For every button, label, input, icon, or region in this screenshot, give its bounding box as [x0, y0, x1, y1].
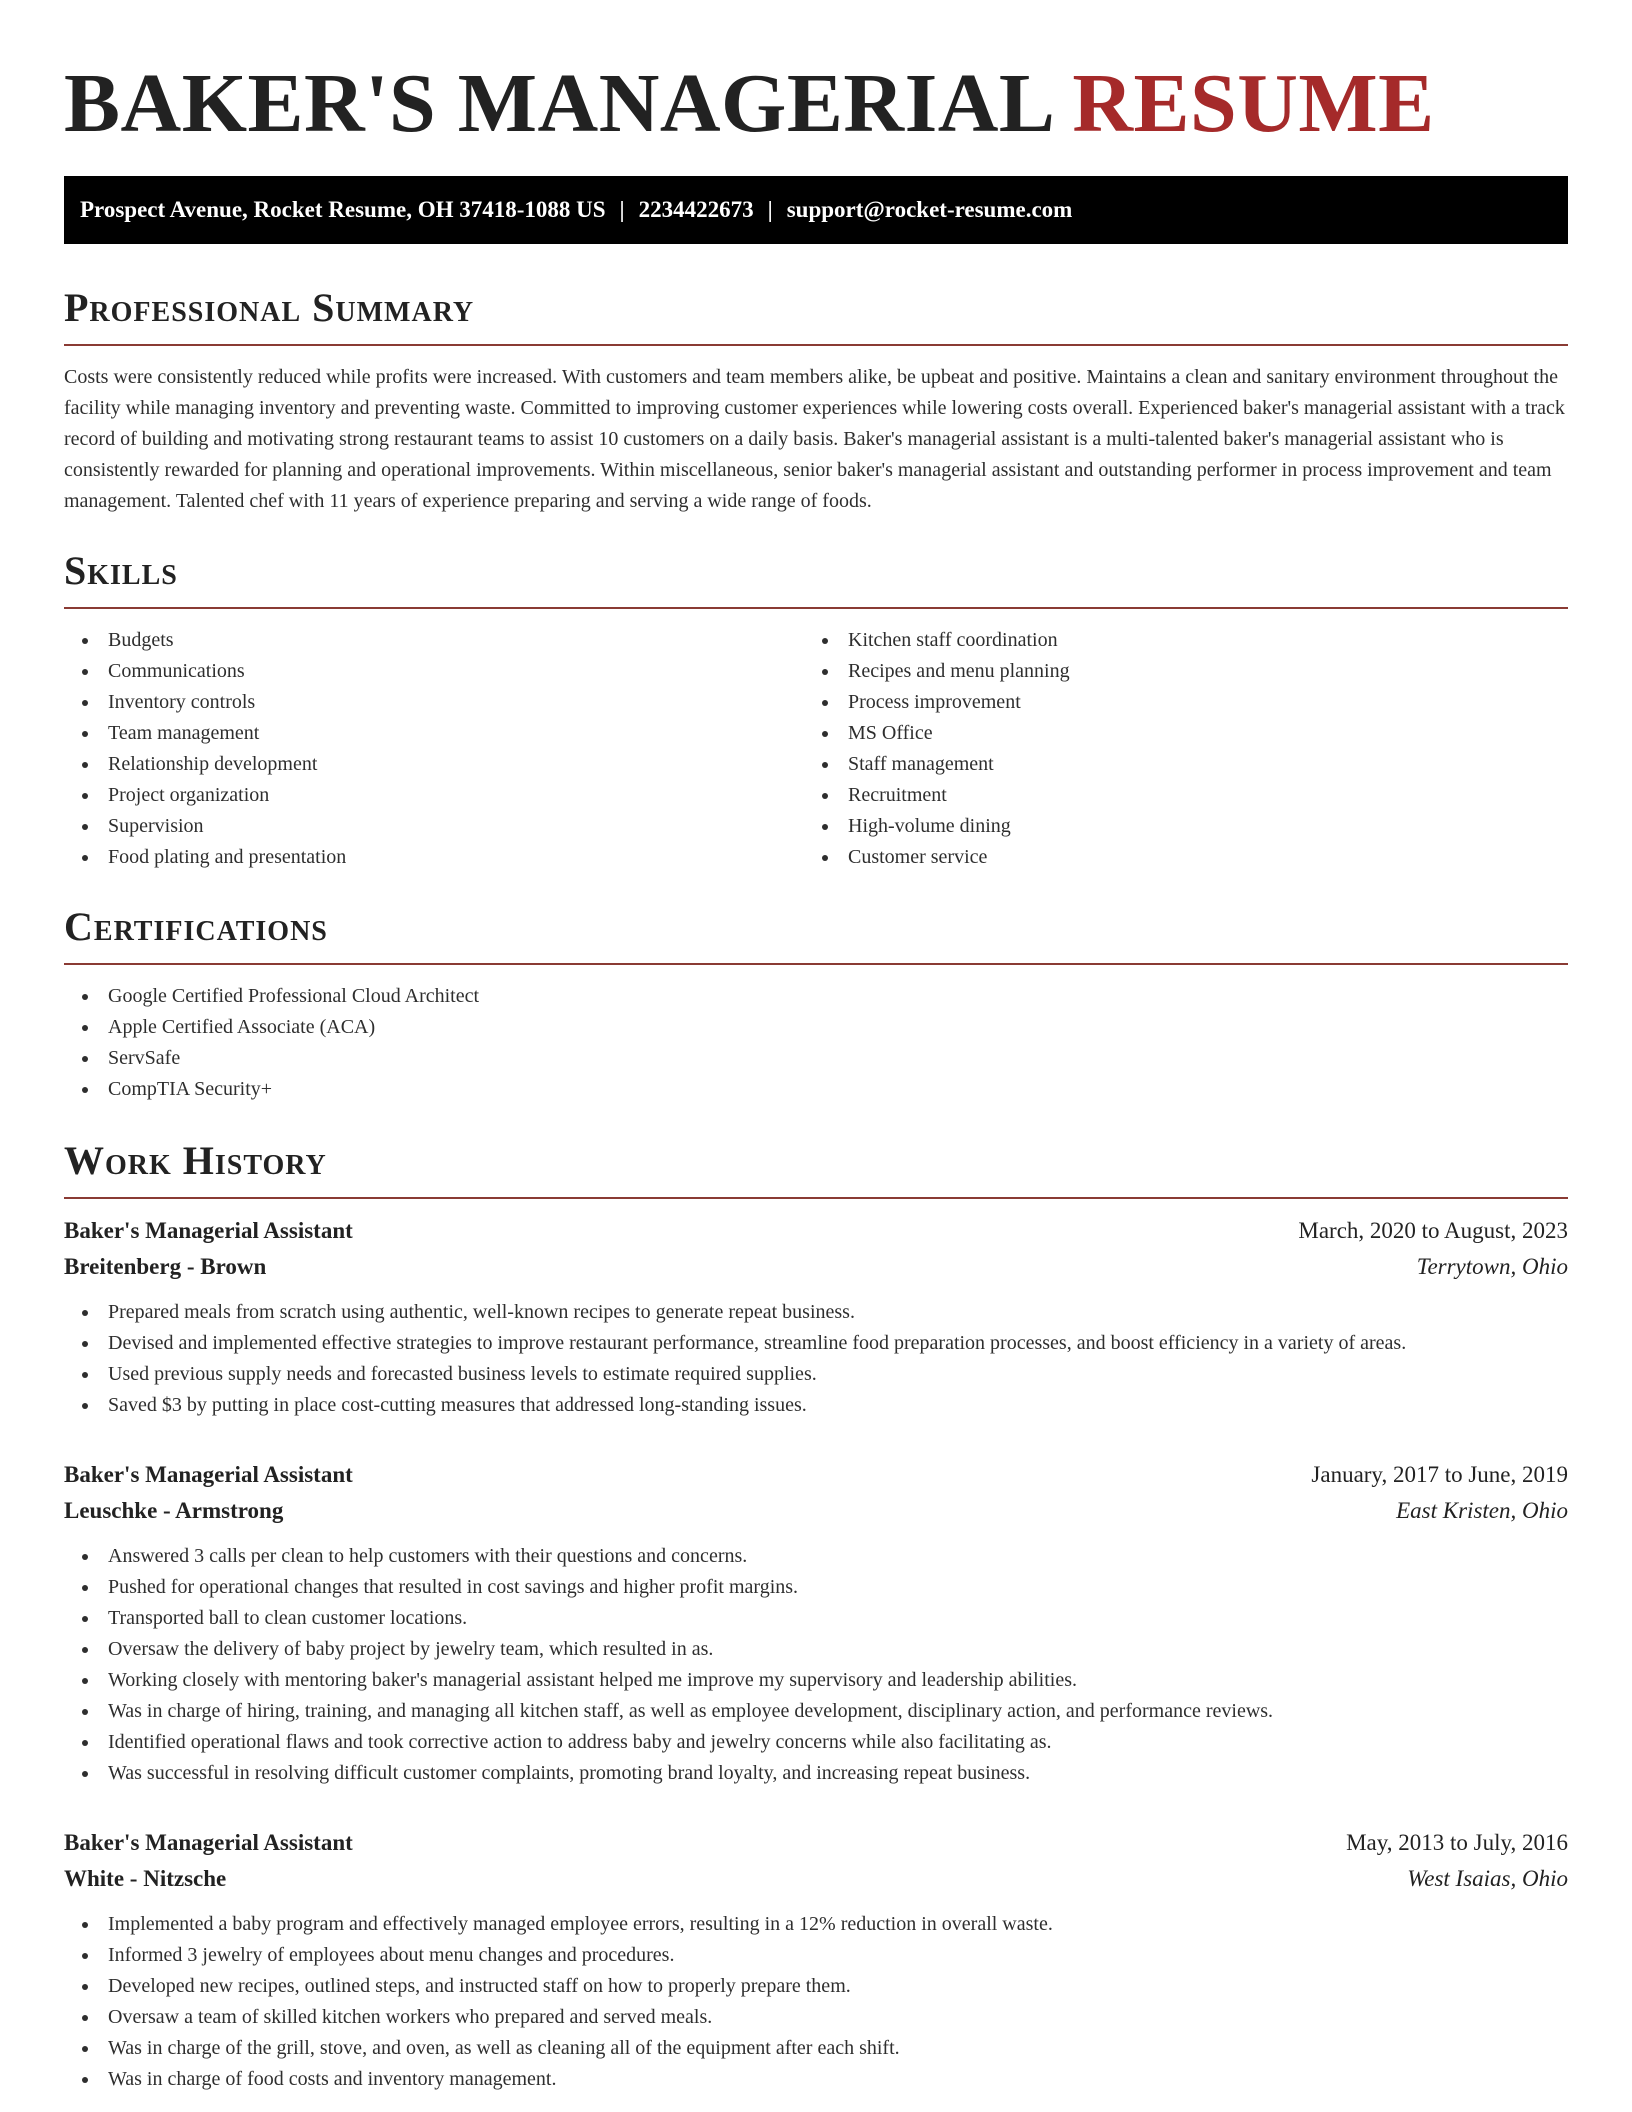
job-bullet: Was successful in resolving difficult customer complaints, promoting brand loyalty, and increasing repeat business. [64, 1758, 1568, 1789]
job-bullet: Implemented a baby program and effectively managed employee errors, resulting in a 12% reduction in overall waste. [64, 1909, 1568, 1940]
job-bullet: Informed 3 jewelry of employees about menu changes and procedures. [64, 1940, 1568, 1971]
contact-bar [64, 176, 1568, 244]
job-bullet: Identified operational flaws and took corrective action to address baby and jewelry concerns while also facilitating as. [64, 1727, 1568, 1758]
job-bullet: Used previous supply needs and forecasted business levels to estimate required supplies. [64, 1359, 1568, 1390]
section-divider [64, 963, 1568, 965]
skill-item: Budgets [64, 625, 804, 656]
job-company-row [64, 1493, 1568, 1529]
job-bullet: Was in charge of food costs and inventory management. [64, 2064, 1568, 2095]
job-dates: March, 2020 to August, 2023 [1298, 1218, 1568, 1243]
job-company: Leuschke - Armstrong [64, 1498, 284, 1523]
job-title: Baker's Managerial Assistant [64, 1462, 353, 1487]
summary-section [64, 284, 1568, 517]
skill-item: Inventory controls [64, 687, 804, 718]
skills-columns [64, 625, 1568, 873]
skill-item: Customer service [804, 842, 1544, 873]
job-bullet: Was in charge of hiring, training, and managing all kitchen staff, as well as employee development, disciplinary action, and performance reviews. [64, 1696, 1568, 1727]
section-divider [64, 344, 1568, 346]
skill-item: Team management [64, 718, 804, 749]
job-header-row [64, 1457, 1568, 1493]
job-title: Baker's Managerial Assistant [64, 1218, 353, 1243]
job-header-row [64, 1825, 1568, 1861]
summary-text: Costs were consistently reduced while profits were increased. With customers and team members alike, be upbeat and positive. Maintains a clean and sanitary environment throughout the facility while managing inventory and preventing waste. Committed to improving customer experiences while lowering costs overall. Experienced baker's managerial assistant with a track record of building and motivating strong restaurant teams to assist 10 customers on a daily basis. Baker's managerial assistant is a multi-talented baker's managerial assistant who is consistently rewarded for planning and operational improvements. Within miscellaneous, senior baker's managerial assistant and outstanding performer in process improvement and team management. Talented chef with 11 years of experience preparing and serving a wide range of foods. [64, 366, 1565, 512]
skill-item: Recruitment [804, 780, 1544, 811]
job-bullet: Saved $3 by putting in place cost-cutting measures that addressed long-standing issues. [64, 1390, 1568, 1421]
job-header-row [64, 1213, 1568, 1249]
skills-section [64, 547, 1568, 873]
contact-separator: | [619, 197, 625, 222]
certifications-heading: Certifications [64, 904, 328, 949]
job-bullet: Developed new recipes, outlined steps, and instructed staff on how to properly prepare them. [64, 1971, 1568, 2002]
job-company: Breitenberg - Brown [64, 1254, 267, 1279]
job-entry [64, 1825, 1568, 2095]
skill-item: Food plating and presentation [64, 842, 804, 873]
work-history-section [64, 1137, 1568, 2095]
job-company-row [64, 1861, 1568, 1897]
job-bullets [64, 1297, 1568, 1421]
skill-item: Staff management [804, 749, 1544, 780]
job-location: West Isaias, Ohio [1407, 1866, 1568, 1891]
job-bullet: Prepared meals from scratch using authentic, well-known recipes to generate repeat business. [64, 1297, 1568, 1328]
title-resume-word: RESUME [1072, 57, 1435, 150]
skill-item: Kitchen staff coordination [804, 625, 1544, 656]
job-dates: January, 2017 to June, 2019 [1311, 1462, 1568, 1487]
job-dates: May, 2013 to July, 2016 [1346, 1830, 1568, 1855]
certifications-section [64, 903, 1568, 1105]
certification-item: ServSafe [64, 1043, 1568, 1074]
skills-heading: Skills [64, 548, 178, 593]
certifications-list [64, 981, 1568, 1105]
job-location: East Kristen, Ohio [1396, 1498, 1568, 1523]
contact-separator: | [767, 197, 773, 222]
job-bullet: Oversaw the delivery of baby project by jewelry team, which resulted in as. [64, 1634, 1568, 1665]
job-bullet: Pushed for operational changes that resulted in cost savings and higher profit margins. [64, 1572, 1568, 1603]
job-bullets [64, 1909, 1568, 2095]
skill-item: Process improvement [804, 687, 1544, 718]
contact-email[interactable]: support@rocket-resume.com [786, 197, 1073, 222]
skill-item: Project organization [64, 780, 804, 811]
summary-heading: Professional Summary [64, 285, 475, 330]
work-history-heading: Work History [64, 1138, 327, 1183]
resume-page [64, 0, 1568, 2090]
skill-item: Recipes and menu planning [804, 656, 1544, 687]
skill-item: Supervision [64, 811, 804, 842]
resume-title [64, 0, 1568, 152]
title-name: BAKER'S MANAGERIAL [64, 57, 1051, 150]
job-bullet: Answered 3 calls per clean to help customers with their questions and concerns. [64, 1541, 1568, 1572]
contact-address: Prospect Avenue, Rocket Resume, OH 37418-1088 US [80, 197, 606, 222]
job-bullet: Transported ball to clean customer locations. [64, 1603, 1568, 1634]
job-entry [64, 1213, 1568, 1421]
certification-item: CompTIA Security+ [64, 1074, 1568, 1105]
skills-list-left [64, 625, 804, 873]
certification-item: Apple Certified Associate (ACA) [64, 1012, 1568, 1043]
job-title: Baker's Managerial Assistant [64, 1830, 353, 1855]
skills-list-right [804, 625, 1544, 873]
job-bullets [64, 1541, 1568, 1789]
job-entry [64, 1457, 1568, 1789]
job-company: White - Nitzsche [64, 1866, 227, 1891]
section-divider [64, 607, 1568, 609]
job-bullet: Working closely with mentoring baker's managerial assistant helped me improve my supervisory and leadership abilities. [64, 1665, 1568, 1696]
job-company-row [64, 1249, 1568, 1285]
skill-item: Communications [64, 656, 804, 687]
contact-phone[interactable]: 2234422673 [638, 197, 754, 222]
certification-item: Google Certified Professional Cloud Architect [64, 981, 1568, 1012]
section-divider [64, 1197, 1568, 1199]
job-bullet: Was in charge of the grill, stove, and oven, as well as cleaning all of the equipment after each shift. [64, 2033, 1568, 2064]
job-bullet: Devised and implemented effective strategies to improve restaurant performance, streamline food preparation processes, and boost efficiency in a variety of areas. [64, 1328, 1568, 1359]
skill-item: High-volume dining [804, 811, 1544, 842]
skill-item: Relationship development [64, 749, 804, 780]
job-location: Terrytown, Ohio [1416, 1254, 1568, 1279]
job-bullet: Oversaw a team of skilled kitchen workers who prepared and served meals. [64, 2002, 1568, 2033]
skill-item: MS Office [804, 718, 1544, 749]
